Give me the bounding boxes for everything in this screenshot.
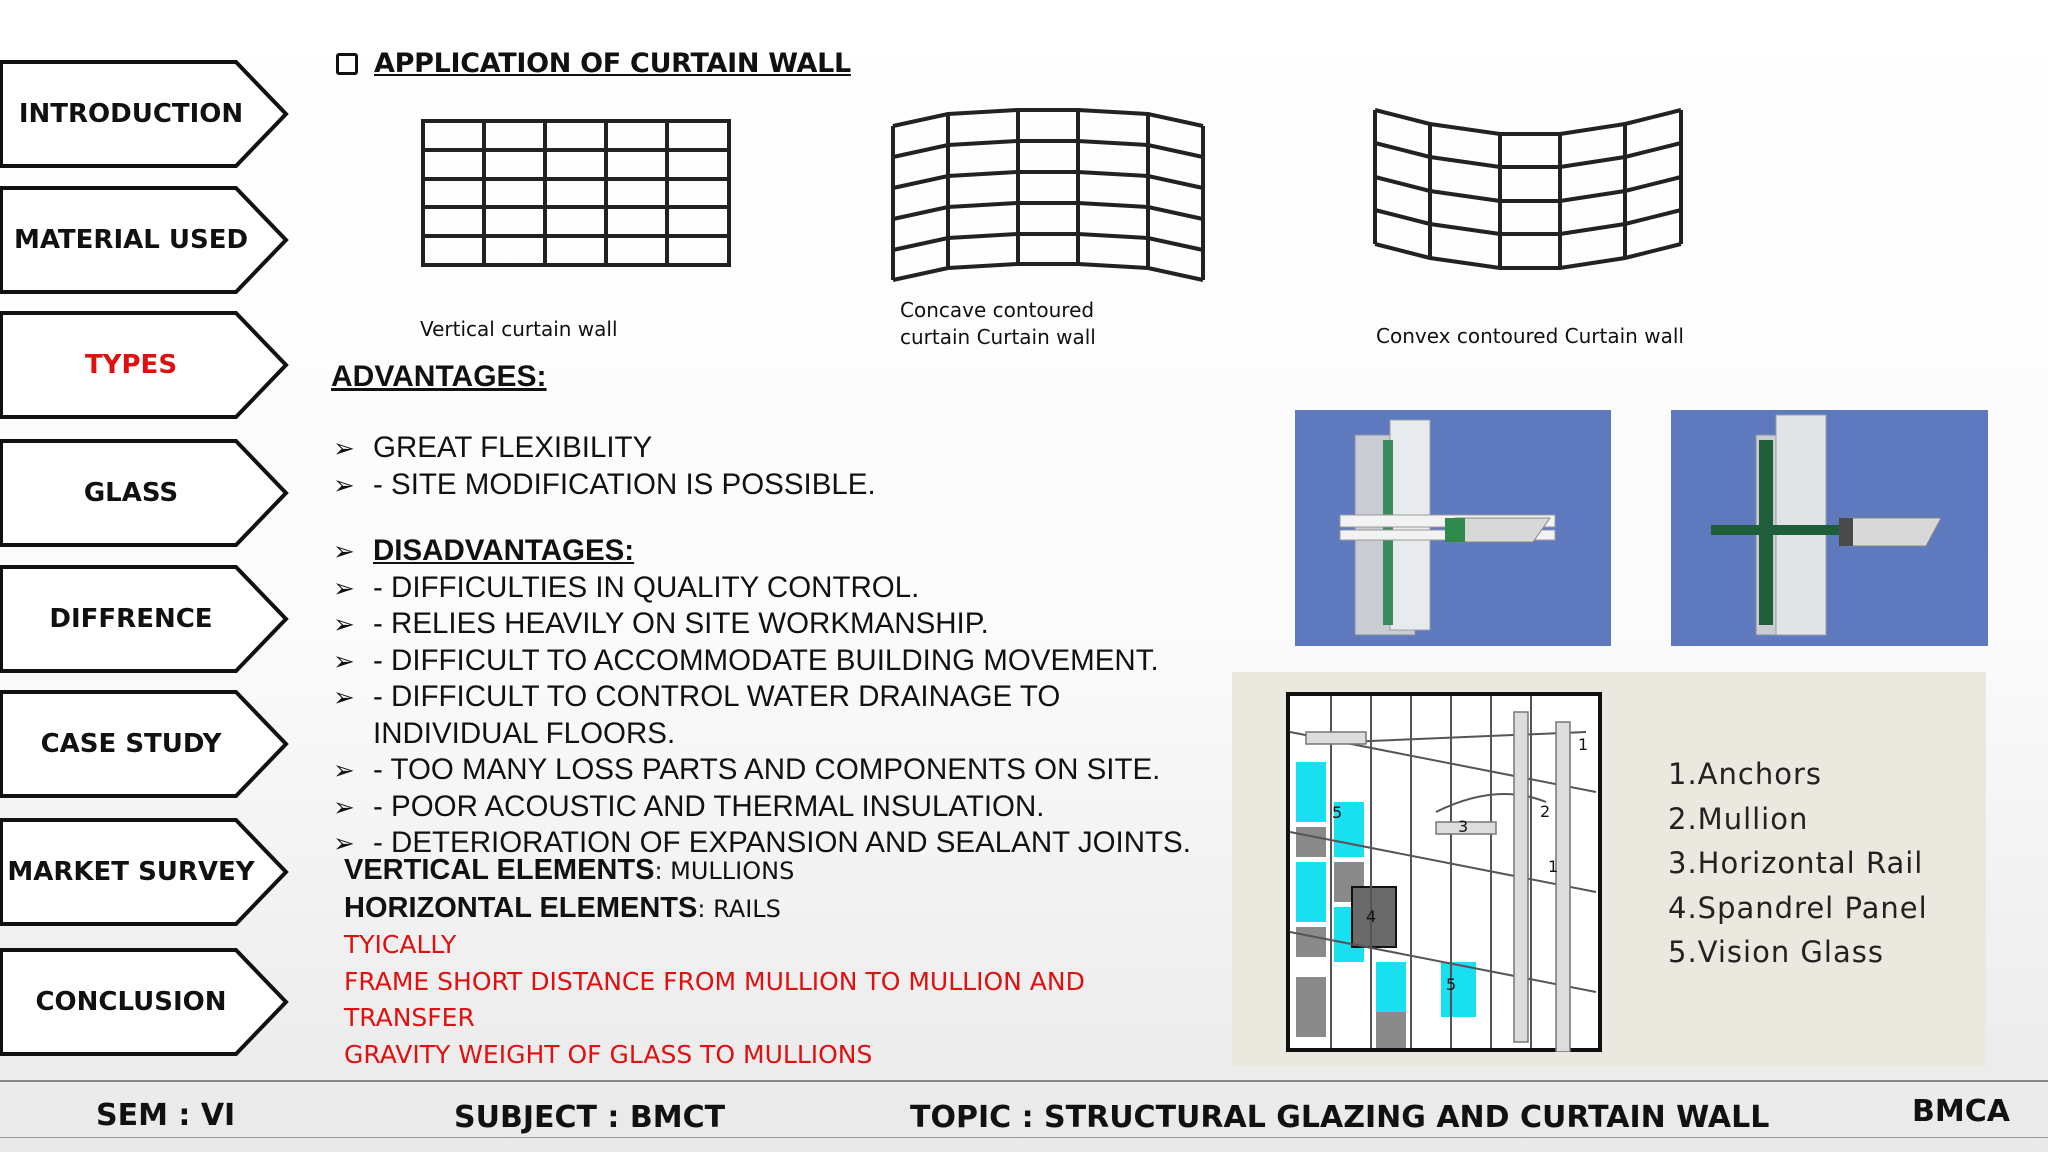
list-item-text: - RELIES HEAVILY ON SITE WORKMANSHIP. (373, 607, 989, 640)
list-item-text: - DETERIORATION OF EXPANSION AND SEALANT JOINTS. (373, 826, 1191, 859)
sidebar-item-conclusion[interactable] (0, 948, 290, 1056)
sidebar-item-diffrence[interactable] (0, 565, 290, 673)
vertical-elements-value: : MULLIONS (654, 857, 795, 885)
diagram-number-label: 5 (1446, 975, 1457, 994)
mullion-section-image-1 (1295, 410, 1611, 646)
sidebar-item-label: CASE STUDY (40, 729, 222, 759)
disadvantages-heading: DISADVANTAGES: (373, 534, 635, 567)
vertical-elements-line (344, 852, 1085, 890)
list-item-text: - SITE MODIFICATION IS POSSIBLE. (373, 467, 876, 501)
diagram-number-label: 3 (1458, 817, 1469, 836)
footer-subject: SUBJECT : BMCT (454, 1100, 726, 1135)
sidebar-nav (0, 0, 300, 1080)
sidebar-item-label: TYPES (84, 350, 178, 380)
diagram-number-label: 4 (1366, 907, 1377, 926)
mullion-section-image-2 (1671, 410, 1988, 646)
concave-curtain-wall-diagram (888, 104, 1208, 288)
list-item (333, 643, 1191, 680)
convex-caption: Convex contoured Curtain wall (1376, 324, 1684, 348)
checkbox-bullet-icon (336, 53, 358, 75)
concave-caption-line2: curtain Curtain wall (900, 325, 1096, 349)
horizontal-elements-value: : RAILS (697, 894, 781, 923)
red-note-line: GRAVITY WEIGHT OF GLASS TO MULLIONS (344, 1039, 873, 1069)
footer-topic: TOPIC : STRUCTURAL GLAZING AND CURTAIN WALL (910, 1100, 1770, 1135)
horizontal-elements-label: HORIZONTAL ELEMENTS (344, 891, 698, 924)
mullion-section-illustration (1671, 410, 1988, 646)
diagram-number-label: 2 (1540, 802, 1551, 821)
arrow-bullet-icon: ➢ (333, 755, 355, 785)
concave-caption (900, 297, 1096, 351)
concave-caption-line1: Concave contoured (900, 298, 1095, 322)
sidebar-item-label: MATERIAL USED (13, 225, 249, 255)
diagram-number-label: 1 (1548, 857, 1559, 876)
arrow-bullet-icon: ➢ (333, 828, 355, 858)
arrow-bullet-icon: ➢ (333, 682, 355, 712)
sidebar-item-market-survey[interactable] (0, 818, 290, 926)
arrow-bullet-icon: ➢ (333, 536, 355, 566)
components-legend (1668, 752, 1928, 975)
list-item (333, 467, 876, 504)
arrow-bullet-icon: ➢ (333, 791, 355, 822)
sidebar-item-label: DIFFRENCE (49, 604, 213, 634)
diagram-number-label: 5 (1332, 803, 1343, 822)
sidebar-item-label: GLASS (83, 478, 179, 508)
list-item (333, 789, 1191, 826)
red-note-line: FRAME SHORT DISTANCE FROM MULLION TO MULLION AND (344, 966, 1085, 996)
list-item (333, 570, 1191, 607)
elements-block (344, 852, 1085, 1073)
list-item-text: - DIFFICULTIES IN QUALITY CONTROL. (373, 570, 920, 604)
red-note-line: TRANSFER (344, 1003, 475, 1032)
legend-item: 3.Horizontal Rail (1668, 846, 1924, 880)
red-note-line: TYICALLY (344, 930, 457, 959)
list-item-text: - POOR ACOUSTIC AND THERMAL INSULATION. (373, 789, 1045, 823)
sidebar-item-material-used[interactable] (0, 186, 290, 294)
advantages-heading: ADVANTAGES: (331, 360, 547, 393)
horizontal-elements-line (344, 890, 1085, 928)
list-item (333, 679, 1191, 716)
sidebar-item-label: CONCLUSION (35, 987, 227, 1017)
footer-sem: SEM : VI (96, 1098, 236, 1133)
arrow-bullet-icon: ➢ (333, 433, 355, 463)
disadvantages-list (333, 533, 1191, 862)
list-item-text: INDIVIDUAL FLOORS. (373, 716, 676, 750)
legend-item: 5.Vision Glass (1668, 935, 1884, 969)
vertical-curtain-wall-caption: Vertical curtain wall (420, 317, 618, 341)
legend-item: 4.Spandrel Panel (1668, 890, 1928, 925)
diagram-number-label: 1 (1578, 735, 1589, 754)
sidebar-item-types[interactable] (0, 311, 290, 419)
disadvantages-heading-item (333, 533, 1191, 570)
vertical-curtain-wall-diagram (418, 116, 736, 270)
legend-item: 1.Anchors (1668, 757, 1822, 791)
list-item-text: GREAT FLEXIBILITY (373, 431, 653, 464)
list-item-text: - DIFFICULT TO CONTROL WATER DRAINAGE TO (373, 680, 1061, 713)
convex-curtain-wall-diagram (1370, 104, 1686, 278)
sidebar-item-label: MARKET SURVEY (7, 857, 255, 887)
footer-divider (0, 1080, 2048, 1082)
exploded-curtain-wall-diagram (1286, 692, 1602, 1052)
vertical-elements-label: VERTICAL ELEMENTS (344, 854, 655, 886)
sidebar-item-glass[interactable] (0, 439, 290, 547)
mullion-section-illustration (1295, 410, 1611, 646)
section-title-text: APPLICATION OF CURTAIN WALL (374, 48, 851, 79)
list-item (333, 752, 1191, 789)
sidebar-item-label: INTRODUCTION (18, 99, 244, 129)
list-item-text: - TOO MANY LOSS PARTS AND COMPONENTS ON SITE. (373, 753, 1161, 786)
list-item-continuation (333, 716, 1191, 753)
footer-brand: BMCA (1912, 1094, 2010, 1129)
sidebar-item-introduction[interactable] (0, 60, 290, 168)
sidebar-item-case-study[interactable] (0, 690, 290, 798)
list-item-text: - DIFFICULT TO ACCOMMODATE BUILDING MOVEMENT. (373, 643, 1159, 677)
list-item (333, 430, 876, 467)
section-title (336, 48, 851, 79)
arrow-bullet-icon: ➢ (333, 469, 355, 500)
list-item (333, 606, 1191, 643)
advantages-list (333, 430, 876, 503)
arrow-bullet-icon: ➢ (333, 609, 355, 639)
footer-divider (0, 1137, 2048, 1138)
arrow-bullet-icon: ➢ (333, 572, 355, 603)
legend-item: 2.Mullion (1668, 801, 1809, 836)
arrow-bullet-icon: ➢ (333, 645, 355, 676)
